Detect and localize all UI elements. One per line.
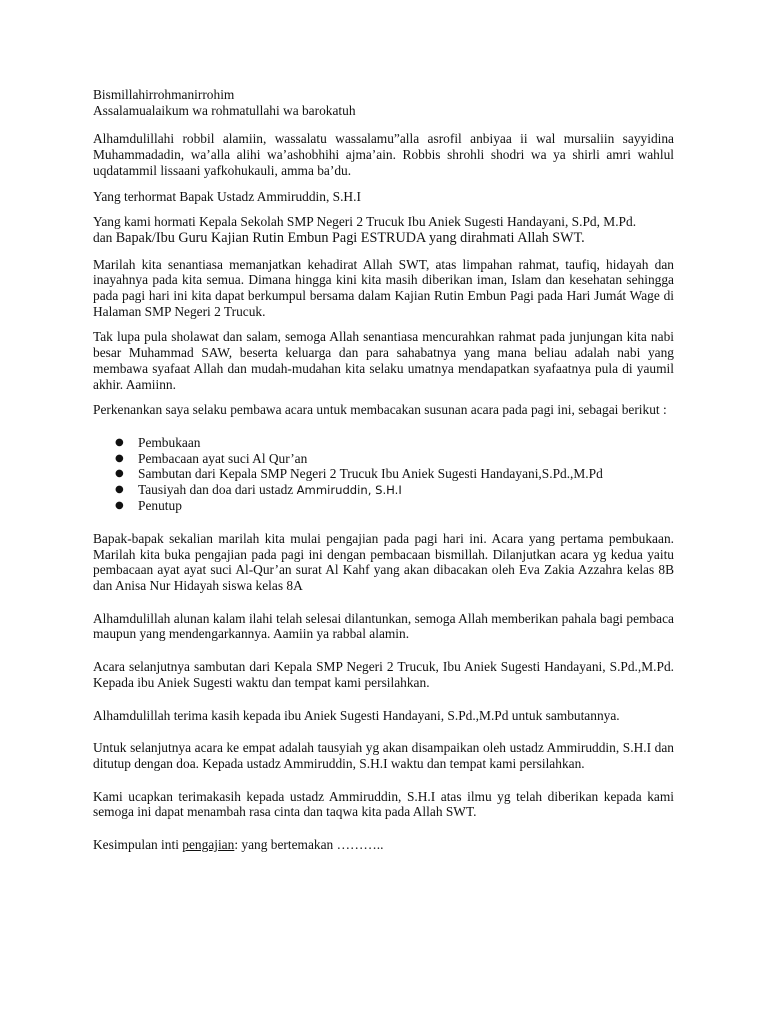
agenda-item	[115, 498, 674, 514]
agenda-intro-paragraph: Perkenankan saya selaku pembawa acara untuk membacakan susunan acara pada pagi ini, sebagai berikut :	[93, 402, 667, 418]
bullet-icon: ●	[115, 500, 124, 512]
greeting-ustadz: Yang terhormat Bapak Ustadz Ammiruddin, S.H.I	[93, 188, 361, 204]
agenda-item	[115, 466, 674, 482]
bullet-icon: ●	[115, 483, 124, 495]
speech-intro-paragraph: Acara selanjutnya sambutan dari Kepala SMP Negeri 2 Trucuk, Ibu Aniek Sugesti Handayani, S.Pd.,M.Pd. Kepada ibu Aniek Sugesti waktu dan tempat kami persilahkan.	[93, 659, 674, 690]
agenda-item-label: Penutup	[138, 498, 182, 514]
tausiyah-intro-paragraph: Untuk selanjutnya acara ke empat adalah tausyiah yg akan disampaikan oleh ustadz Ammiruddin, S.H.I dan ditutup dengan doa. Kepada ustadz Ammiruddin, S.H.I waktu dan tempat kami persilahkan.	[93, 740, 674, 771]
greeting-teachers-prefix: dan	[93, 229, 116, 245]
agenda-item	[115, 435, 674, 451]
hamdalah-paragraph: Alhamdulillahi robbil alamiin, wassalatu wassalamu”alla asrofil anbiyaa ii wal mursaliin sayyidina Muhammadadin, wa’alla alihi wa’ashobhihi ajma’ain. Robbis shrohli shodri wa ya shirli amri wahlul uqdatammil lissaani yafkohukauli, amma ba’du.	[93, 131, 674, 178]
agenda-item-label: Pembukaan	[138, 434, 201, 450]
agenda-item-speaker: Ammiruddin, S.H.I	[296, 482, 402, 497]
tausiyah-thanks-paragraph: Kami ucapkan terimakasih kepada ustadz Ammiruddin, S.H.I atas ilmu yg telah diberikan kepada kami semoga ini dapat menambah rasa cinta dan taqwa kita pada Allah SWT.	[93, 788, 674, 820]
speech-thanks-paragraph: Alhamdulillah terima kasih kepada ibu Aniek Sugesti Handayani, S.Pd.,M.Pd untuk sambutannya.	[93, 707, 620, 723]
agenda-item	[115, 451, 674, 467]
basmalah-line: Bismillahirrohmanirrohim	[93, 87, 235, 102]
agenda-item-label: Pembacaan ayat suci Al Qur’an	[138, 450, 308, 466]
after-quran-paragraph: Alhamdulillah alunan kalam ilahi telah selesai dilantunkan, semoga Allah memberikan pahala bagi pembaca maupun yang mendengarkannya. Aamiin ya rabbal alamin.	[93, 610, 674, 642]
agenda-item	[115, 482, 674, 499]
document-page	[93, 87, 674, 853]
bullet-icon: ●	[115, 436, 124, 448]
conclusion-prefix: Kesimpulan inti	[93, 837, 183, 853]
agenda-list	[93, 435, 674, 514]
gratitude-paragraph: Marilah kita senantiasa memanjatkan kehadirat Allah SWT, atas limpahan rahmat, taufiq, hidayah dan inayahnya pada kita semua. Dimana hingga kini kita masih diberikan iman, Islam dan kesehatan sehingga pada pagi hari ini kita dapat berkumpul bersama dalam Kajian Rutin Embun Pagi pada Hari Jumát Wage di Halaman SMP Negeri 2 Trucuk.	[93, 256, 674, 319]
agenda-item-label: Sambutan dari Kepala SMP Negeri 2 Trucuk Ibu Aniek Sugesti Handayani,S.Pd.,M.Pd	[138, 466, 603, 482]
salam-line: Assalamualaikum wa rohmatullahi wa barokatuh	[93, 102, 356, 118]
agenda-item-label: Tausiyah dan doa dari ustadz	[138, 481, 297, 497]
opening-event-paragraph: Bapak-bapak sekalian marilah kita mulai pengajian pada pagi hari ini. Acara yang pertama pembukaan. Marilah kita buka pengajian pada pagi ini dengan pembacaan bismillah. Dilanjutkan acara yg kedua yaitu pembacaan ayat ayat suci Al-Qur’an surat Al Kahf yang akan dibacakan oleh Eva Zakia Azzahra kelas 8B dan Anisa Nur Hidayah siswa kelas 8A	[93, 530, 674, 594]
greeting-teachers: Bapak/Ibu Guru Kajian Rutin Embun Pagi ESTRUDA yang dirahmati Allah SWT.	[115, 229, 585, 246]
bullet-icon: ●	[115, 452, 124, 464]
conclusion-line	[93, 837, 674, 853]
bullet-icon: ●	[115, 468, 124, 480]
greeting-teachers-line	[93, 230, 674, 247]
sholawat-paragraph: Tak lupa pula sholawat dan salam, semoga Allah senantiasa mencurahkan rahmat pada junjungan kita nabi besar Muhammad SAW, beserta keluarga dan para sahabatnya yang mana beliau adalah nabi yang membawa syafaat Allah dan mudah-mudahan kita selaku umatnya mendapatkan syafaatnya pula di yaumil akhir. Aamiinn.	[93, 329, 674, 392]
greeting-principal: Yang kami hormati Kepala Sekolah SMP Negeri 2 Trucuk Ibu Aniek Sugesti Handayani, S.Pd, M.Pd.	[93, 214, 637, 230]
conclusion-suffix: : yang bertemakan ………..	[234, 837, 384, 853]
conclusion-underlined-word: pengajian	[182, 837, 235, 853]
